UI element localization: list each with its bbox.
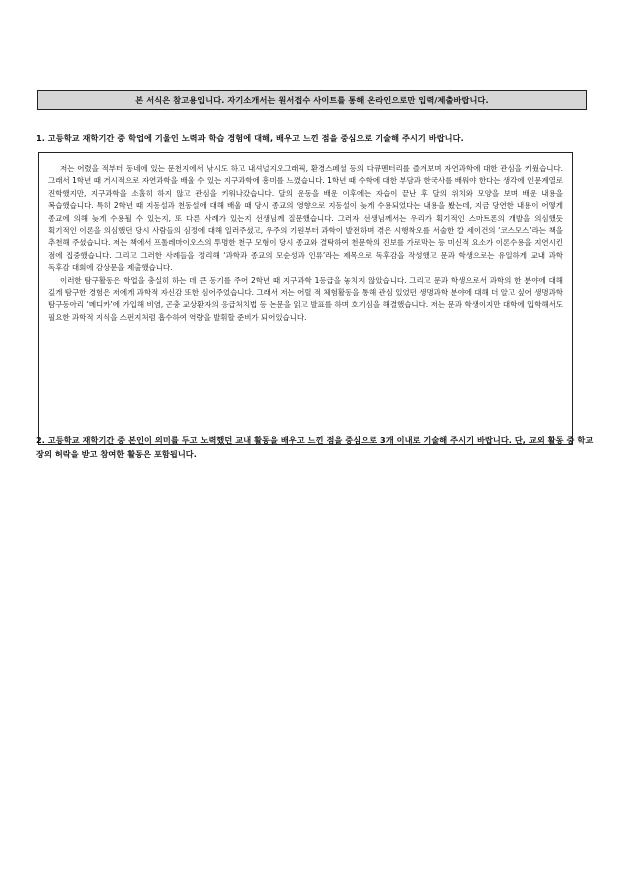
answer-paragraph-1: 저는 어렸을 적부터 동네에 있는 문천지에서 낚시도 하고 내셔널지오그래픽, 환경스페셜 등의 다큐멘터리를 즐겨보며 자연과학에 대한 관심을 키웠습니다. 그래서 1학년 때 거시적으로 자연과학을 배울 수 있는 지구과학에 흥미를 느꼈습니다. 1학년 때 수학에 대한 부담과 한국사를 배워야 한다는 생각에 인문계열로 진학했지만, 지구과학을 소홀히 하지 않고 관심을 키워나갔습니다. 달의 운동을 배운 이후에는 자습이 끝난 후 달의 위치와 모양을 보며 배운 내용을 복습했습니다. 특히 2학년 때 지동설과 천동설에 대해 배울 때 당시 종교의 영향으로 지동설이 늦게 수용되었다는 내용을 봤는데, 지금 당연한 내용이 어떻게 종교에 의해 늦게 수용될 수 있는지, 또 다른 사례가 있는지 선생님께 질문했습니다. 그러자 선생님께서는 우리가 획기적인 스마트폰의 개발을 의심했듯 획기적인 이론을 의심했던 당시 사람들의 심정에 대해 일러주셨고, 우주의 기원부터 과학이 발전하며 겪은 시행착오를 서술한 칼 세이건의 ‘코스모스’라는 책을 추천해 주셨습니다. 저는 책에서 프톨레마이오스의 투명한 천구 모형이 당시 종교와 결탁하여 천문학의 진보를 가로막는 등 미신적 요소가 이론수용을 지연시킨 점에 집중했습니다. 그리고 그러한 사례들을 정리해 ‘과학과 종교의 모순성과 인류’라는 제목으로 독후감을 작성했고 문과 학생으로는 유일하게 교내 과학 독후감 대회에 감상문을 제출했습니다. <box>48 164 563 273</box>
question-1-answer-box[interactable] <box>38 152 573 445</box>
answer-paragraph-2: 이러한 탐구활동은 학업을 충실히 하는 데 큰 동기를 주어 2학년 때 지구과학 1등급을 놓치지 않았습니다. 그리고 문과 학생으로서 과학의 한 분야에 대해 깊게 탐구한 경험은 저에게 과학적 자신감 또한 심어주었습니다. 그래서 저는 어릴 적 체험활동을 통해 관심 있었던 생명과학 분야에 대해 더 알고 싶어 생명과학 탐구동아리 ‘메디카’에 가입해 비염, 곤충 교상환자의 응급처치법 등 논문을 읽고 발표를 하며 호기심을 해결했습니다. 저는 문과 학생이지만 대학에 입학해서도 필요한 과학적 지식을 스펀지처럼 흡수하여 역량을 발휘할 준비가 되어있습니다. <box>48 275 563 322</box>
reference-notice-banner: 본 서식은 참고용입니다. 자기소개서는 원서접수 사이트를 통해 온라인으로만 입력/제출바랍니다. <box>37 90 587 110</box>
question-2-label: 2. 고등학교 재학기간 중 본인이 의미를 두고 노력했던 교내 활동을 배우고 느낀 점을 중심으로 3개 이내로 기술해 주시기 바랍니다. 단, 교외 활동 중 학교장의 허락을 받고 참여한 활동은 포함됩니다. <box>36 435 594 459</box>
question-1-label: 1. 고등학교 재학기간 중 학업에 기울인 노력과 학습 경험에 대해, 배우고 느낀 점을 중심으로 기술해 주시기 바랍니다. <box>36 133 464 143</box>
